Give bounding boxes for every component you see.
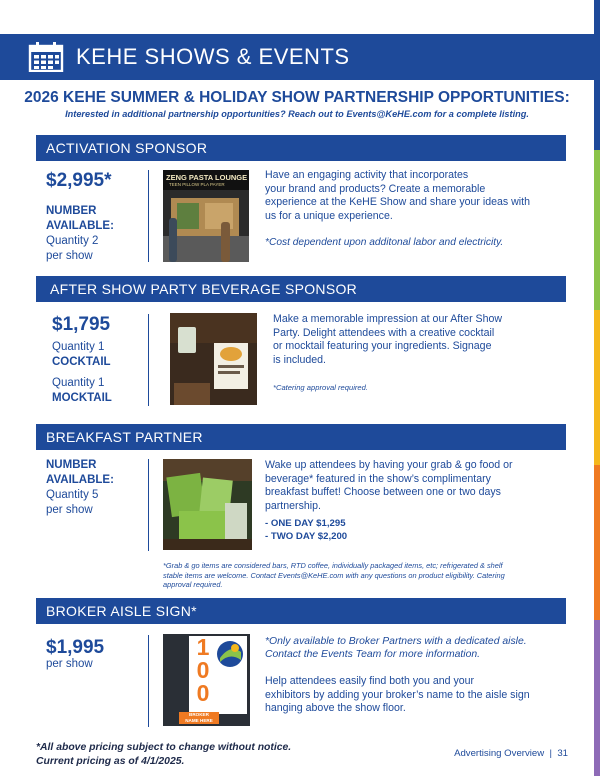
activation-availability <box>46 204 114 264</box>
breakfast-options <box>265 518 347 543</box>
available-label: AVAILABLE: <box>46 220 114 232</box>
page-title: 2026 KEHE SUMMER & HOLIDAY SHOW PARTNERSHIP OPPORTUNITIES: <box>24 89 570 106</box>
divider <box>148 314 149 406</box>
section-header-broker: BROKER AISLE SIGN* <box>36 598 566 624</box>
two-day-option: - TWO DAY $2,200 <box>265 530 348 542</box>
broker-per-show: per show <box>46 658 93 670</box>
color-strip <box>594 0 600 776</box>
after-show-photo <box>170 313 257 405</box>
available-label: AVAILABLE: <box>46 474 114 486</box>
breakfast-description: Wake up attendees by having your grab & go food or beverage* featured in the show’s complimentary breakfast buffet! Choose between one or two days partnership. <box>265 459 513 512</box>
quantity-unit: per show <box>46 250 93 262</box>
activation-description: Have an engaging activity that incorporates your brand and products? Create a memorable experience at the KeHE Show and share your ideas with us for a unique experience. <box>265 169 530 222</box>
broker-description: Help attendees easily find both you and your exhibitors by adding your broker’s name to the aisle sign hanging above the show floor. <box>265 675 530 715</box>
broker-sign-photo <box>163 634 250 726</box>
number-label: NUMBER <box>46 205 97 217</box>
breakfast-fine-print: *Grab & go items are considered bars, RTD coffee, individually packaged items, etc; refrigerated & shelf stable items are welcome. Contact Events@KeHE.com with any questions on product eligibility. Catering approval required. <box>163 561 505 590</box>
after-show-price: $1,795 <box>52 314 111 335</box>
sign-logo-icon <box>215 638 245 670</box>
number-label: NUMBER <box>46 459 97 471</box>
quantity-value: Quantity 2 <box>46 235 99 247</box>
header-title: KEHE SHOWS & EVENTS <box>76 44 350 69</box>
broker-note: *Only available to Broker Partners with a dedicated aisle. Contact the Events Team for more information. <box>265 636 527 660</box>
divider <box>148 459 149 551</box>
quantity-unit: per show <box>46 504 93 516</box>
page-header <box>0 34 594 80</box>
section-header-activation: ACTIVATION SPONSOR <box>36 135 566 161</box>
after-show-description: Make a memorable impression at our After Show Party. Delight attendees with a creative cocktail or mocktail featuring your ingredients. Signage is included. <box>273 313 503 366</box>
pricing-disclaimer: *All above pricing subject to change without notice. Current pricing as of 4/1/2025. <box>36 742 292 767</box>
activation-photo <box>163 170 249 262</box>
quantity-value: Quantity 5 <box>46 489 99 501</box>
page-subtitle: Interested in additional partnership opportunities? Reach out to Events@KeHE.com for a complete listing. <box>65 109 529 119</box>
photo-sign-subtext: TEEN PILLOW PLA PAYER <box>169 182 225 187</box>
calendar-icon <box>28 42 64 72</box>
sign-number: 1 0 0 <box>196 634 210 706</box>
one-day-option: - ONE DAY $1,295 <box>265 518 346 529</box>
broker-price: $1,995 <box>46 637 105 658</box>
section-header-after-show: AFTER SHOW PARTY BEVERAGE SPONSOR <box>36 276 566 302</box>
after-show-note: *Catering approval required. <box>273 383 368 392</box>
breakfast-availability <box>46 458 114 518</box>
after-show-quantities <box>52 340 112 406</box>
cocktail-label: COCKTAIL <box>52 356 111 368</box>
photo-sign-text: ZENG PASTA LOUNGE <box>166 173 248 182</box>
activation-note: *Cost dependent upon additonal labor and electricity. <box>265 237 504 248</box>
breakfast-photo <box>163 459 252 550</box>
mocktail-label: MOCKTAIL <box>52 392 112 404</box>
section-header-breakfast: BREAKFAST PARTNER <box>36 424 566 450</box>
divider <box>148 635 149 727</box>
activation-price: $2,995* <box>46 170 112 191</box>
mocktail-quantity: Quantity 1 <box>52 377 105 389</box>
sign-broker-label: BROKER NAME HERE <box>179 712 219 724</box>
cocktail-quantity: Quantity 1 <box>52 341 105 353</box>
divider <box>148 170 149 262</box>
page-number: Advertising Overview | 31 <box>454 748 568 759</box>
